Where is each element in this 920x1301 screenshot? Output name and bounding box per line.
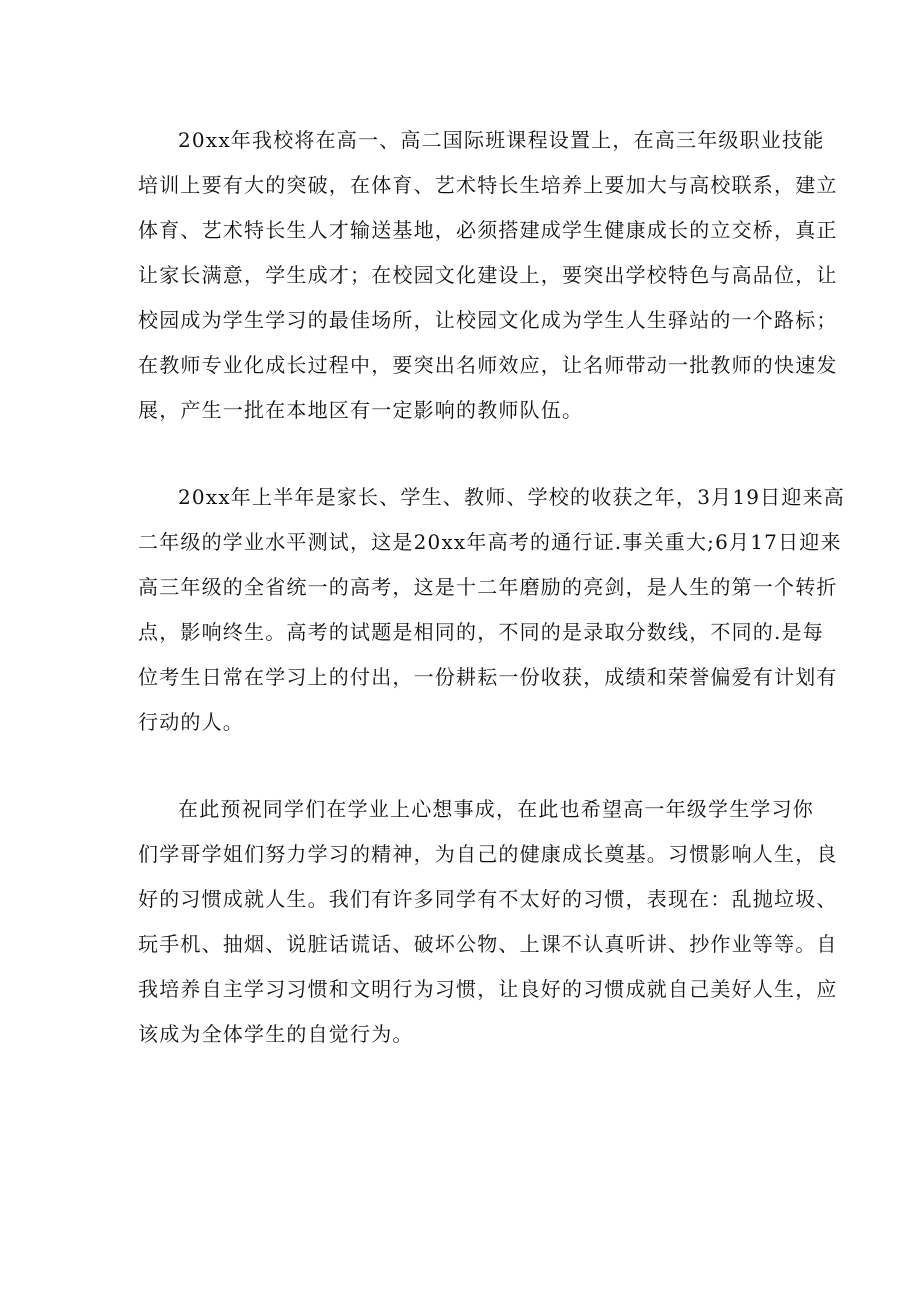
paragraph-line: 我培养自主学习习惯和文明行为习惯，让良好的习惯成就自己美好人生，应 <box>138 977 838 1001</box>
paragraph-line: 该成为全体学生的自觉行为。 <box>138 1022 414 1046</box>
paragraph-line: 20xx年上半年是家长、学生、教师、学校的收获之年，3月19日迎来高 <box>178 485 845 509</box>
paragraph-line: 位考生日常在学习上的付出，一份耕耘一份收获，成绩和荣誉偏爱有计划有 <box>138 665 838 689</box>
paragraph-line: 二年级的学业水平测试，这是20xx年高考的通行证.事关重大;6月17日迎来 <box>138 530 842 554</box>
paragraph-line: 在教师专业化成长过程中，要突出名师效应，让名师带动一批教师的快速发 <box>138 353 838 377</box>
document-body <box>138 118 845 1057</box>
paragraph-line: 行动的人。 <box>138 710 244 734</box>
paragraph-line: 高三年级的全省统一的高考，这是十二年磨励的亮剑，是人生的第一个转折 <box>138 575 838 599</box>
paragraph-2 <box>138 475 845 745</box>
paragraph-line: 让家长满意，学生成才；在校园文化建设上，要突出学校特色与高品位，让 <box>138 263 838 287</box>
paragraph-line: 玩手机、抽烟、说脏话谎话、破坏公物、上课不认真听讲、抄作业等等。自 <box>138 932 838 956</box>
paragraph-line: 在此预祝同学们在学业上心想事成，在此也希望高一年级学生学习你 <box>178 797 814 821</box>
paragraph-line: 体育、艺术特长生人才输送基地，必须搭建成学生健康成长的立交桥，真正 <box>138 218 838 242</box>
paragraph-line: 校园成为学生学习的最佳场所，让校园文化成为学生人生驿站的一个路标； <box>138 308 838 332</box>
paragraph-3 <box>138 787 838 1057</box>
paragraph-line: 点，影响终生。高考的试题是相同的，不同的是录取分数线，不同的.是每 <box>138 620 824 644</box>
paragraph-line: 好的习惯成就人生。我们有许多同学有不太好的习惯，表现在：乱抛垃圾、 <box>138 887 838 911</box>
paragraph-line: 们学哥学姐们努力学习的精神，为自己的健康成长奠基。习惯影响人生，良 <box>138 842 838 866</box>
paragraph-line: 展，产生一批在本地区有一定影响的教师队伍。 <box>138 398 584 422</box>
paragraph-line: 20xx年我校将在高一、高二国际班课程设置上，在高三年级职业技能 <box>178 128 825 152</box>
paragraph-1 <box>138 118 838 433</box>
paragraph-line: 培训上要有大的突破，在体育、艺术特长生培养上要加大与高校联系，建立 <box>138 173 838 197</box>
